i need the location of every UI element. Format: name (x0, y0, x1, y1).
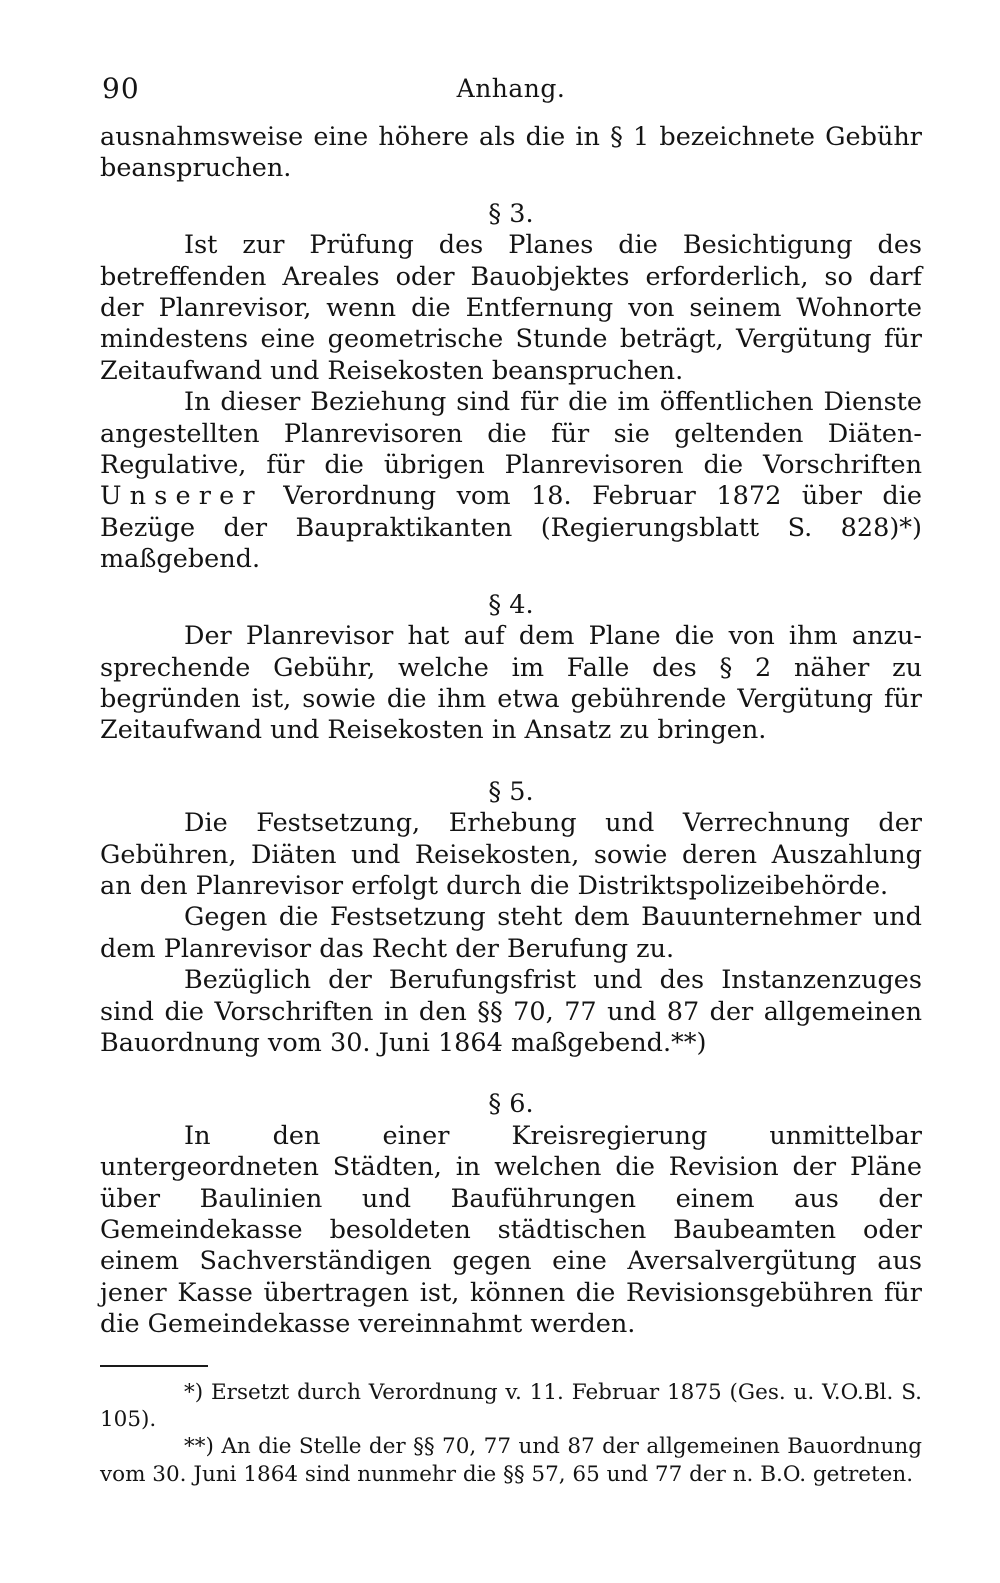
footnotes (100, 1379, 922, 1489)
section-3-heading: § 3. (488, 198, 534, 229)
section-5-paragraph-3: Bezüglich der Berufungsfrist und des Instanzenzuges sind die Vorschriften in den §§ 70, 77 und 87 der allgemeinen Bauordnung vom 30. Juni 1864 maßgebend.**) (100, 965, 922, 1058)
section-3-paragraph-2-start: In dieser Beziehung sind für die im öffentlichen Dienste angestellten Planrevisoren die für sie geltenden Diäten-Regulative, für die übrigen Planrevisoren die Vorschriften (100, 387, 922, 481)
section-4-heading: § 4. (488, 589, 534, 620)
running-head (100, 70, 922, 122)
section-6-heading: § 6. (488, 1089, 534, 1120)
footnote-divider (100, 1365, 208, 1367)
page-number: 90 (102, 72, 140, 105)
footnote-1: *) Ersetzt durch Verordnung v. 11. Februar 1875 (Ges. u. V.O.Bl. S. 105). (100, 1379, 922, 1433)
book-page (100, 70, 922, 1488)
section-3-paragraph-1: Ist zur Prüfung des Planes die Besichtigung des betreffenden Areales oder Bauobjektes erforderlich, so darf der Planrevisor, wenn die Entfernung von seinem Wohnorte mindestens eine geometrische Stunde beträgt, Vergütung für Zeitaufwand und Reisekosten beanspruchen. (100, 230, 922, 386)
section-6-paragraph-1: In den einer Kreisregierung unmittelbar untergeordneten Städten, in welchen die Revision der Pläne über Baulinien und Bauführungen einem aus der Gemeindekasse besoldeten städtischen Baubeamten oder einem Sachverständigen gegen eine Aversalvergütung aus jener Kasse übertragen ist, können die Revisionsgebühren für die Gemeindekasse vereinnahmt werden. (100, 1120, 922, 1340)
body-text (100, 122, 922, 1341)
emphasized-word: Unserer (100, 481, 263, 512)
footnote-2: **) An die Stelle der §§ 70, 77 und 87 der allgemeinen Bauordnung vom 30. Juni 1864 sind nunmehr die §§ 57, 65 und 77 der n. B.O. getreten. (100, 1434, 922, 1487)
section-5-heading: § 5. (488, 776, 534, 807)
section-5-paragraph-1: Die Festsetzung, Erhebung und Verrechnung der Gebühren, Diäten und Reisekosten, sowie deren Auszahlung an den Planrevisor erfolgt durch die Distriktspolizeibehörde. (100, 808, 922, 901)
continuation-paragraph: ausnahmsweise eine höhere als die in § 1 bezeichnete Gebühr beanspruchen. (100, 122, 922, 184)
section-3-paragraph-2-end: Verordnung vom 18. Februar 1872 über die Bezüge der Baupraktikanten (Regierungsblatt S. 828)*) maßgebend. (100, 481, 922, 575)
section-3-paragraph-2 (100, 387, 922, 575)
section-5-paragraph-2: Gegen die Festsetzung steht dem Bauunternehmer und dem Planrevisor das Recht der Berufung zu. (100, 902, 922, 964)
section-4-paragraph-1: Der Planrevisor hat auf dem Plane die von ihm anzusprechende Gebühr, welche im Falle des § 2 näher zu begründen ist, sowie die ihm etwa gebührende Vergütung für Zeitaufwand und Reisekosten in Ansatz zu bringen. (100, 621, 922, 746)
running-title: Anhang. (456, 74, 566, 103)
